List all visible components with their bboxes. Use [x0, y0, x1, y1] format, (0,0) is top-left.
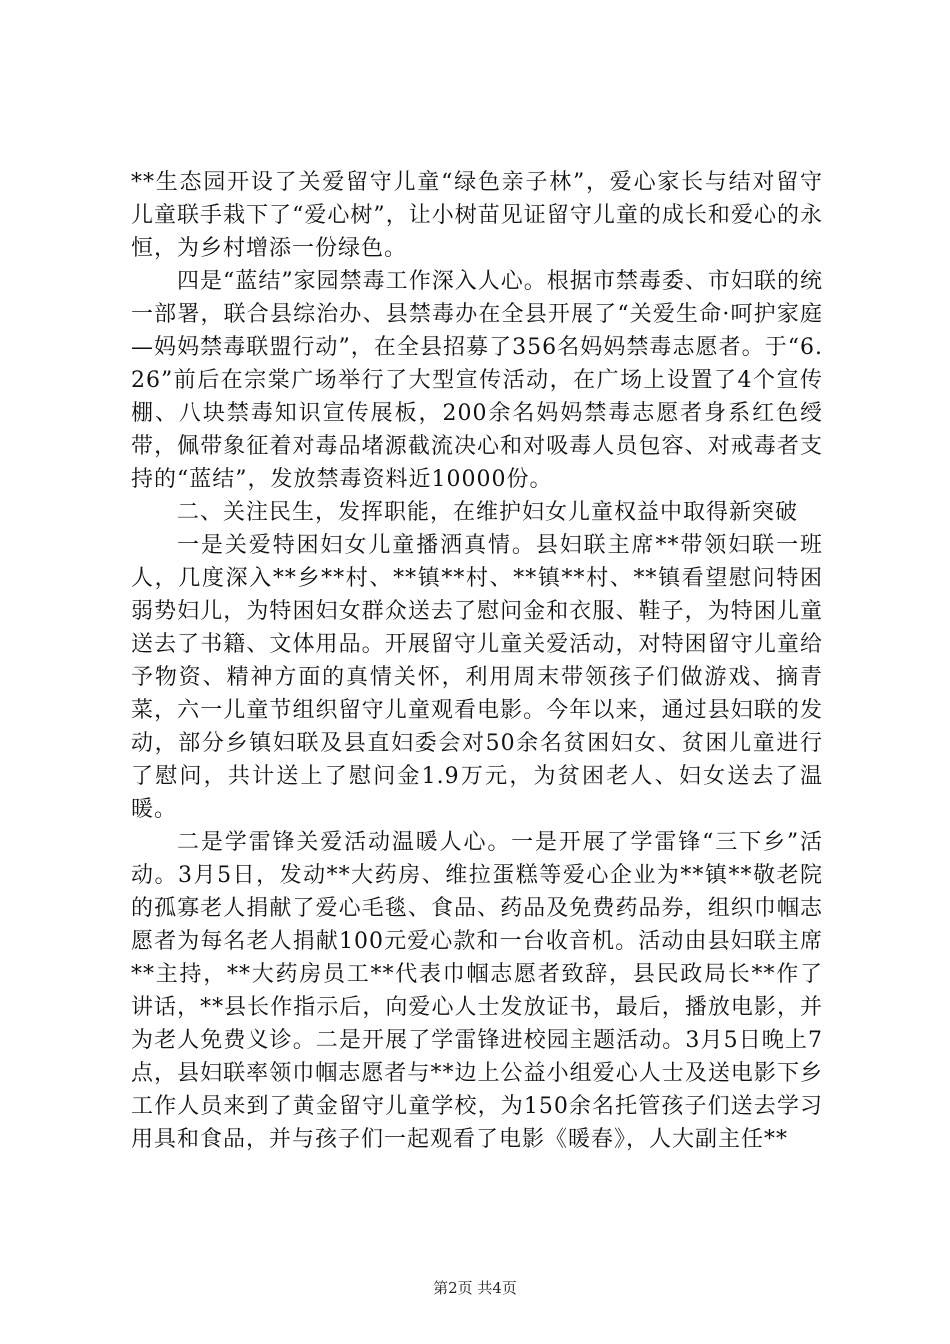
paragraph-4: 二是学雷锋关爱活动温暖人心。一是开展了学雷锋“三下乡”活动。3月5日，发动**大药房、维拉蛋糕等爱心企业为**镇**敬老院的孤寡老人捐献了爱心毛毯、食品、药品及免费药品券，组织巾帼志愿者为每名老人捐献100元爱心款和一台收音机。活动由县妇联主席**主持，**大药房员工**代表巾帼志愿者致辞，县民政局长**作了讲话，**县长作指示后，向爱心人士发放证书，最后，播放电影，并为老人免费义诊。二是开展了学雷锋进校园主题活动。3月5日晚上7点，县妇联率领巾帼志愿者与**边上公益小组爱心人士及送电影下乡工作人员来到了黄金留守儿童学校，为150余名托管孩子们送去学习用具和食品，并与孩子们一起观看了电影《暖春》，人大副主任**	[131, 830, 823, 1152]
paragraph-2: 四是“蓝结”家园禁毒工作深入人心。根据市禁毒委、市妇联的统一部署，联合县综治办、县禁毒办在全县开展了“关爱生命·呵护家庭—妈妈禁毒联盟行动”，在全县招募了356名妈妈禁毒志愿者。于“6.26”前后在宗棠广场举行了大型宣传活动，在广场上设置了4个宣传棚、八块禁毒知识宣传展板，200余名妈妈禁毒志愿者身系红色绶带，佩带象征着对毒品堵源截流决心和对吸毒人员包容、对戒毒者支持的“蓝结”，发放禁毒资料近10000份。	[131, 269, 823, 492]
section-heading: 二、关注民生，发挥职能，在维护妇女儿童权益中取得新突破	[177, 500, 799, 525]
document-body	[131, 166, 823, 1156]
page-footer: 第2页 共4页	[433, 1279, 517, 1297]
paragraph-1: **生态园开设了关爱留守儿童“绿色亲子林”，爱心家长与结对留守儿童联手栽下了“爱心树”，让小树苗见证留守儿童的成长和爱心的永恒，为乡村增添一份绿色。	[131, 170, 823, 261]
paragraph-3: 一是关爱特困妇女儿童播洒真情。县妇联主席**带领妇联一班人，几度深入**乡**村、**镇**村、**镇**村、**镇看望慰问特困弱势妇儿，为特困妇女群众送去了慰问金和衣服、鞋子，为特困儿童送去了书籍、文体用品。开展留守儿童关爱活动，对特困留守儿童给予物资、精神方面的真情关怀，利用周末带领孩子们做游戏、摘青菜，六一儿童节组织留守儿童观看电影。今年以来，通过县妇联的发动，部分乡镇妇联及县直妇委会对50余名贫困妇女、贫困儿童进行了慰问，共计送上了慰问金1.9万元，为贫困老人、妇女送去了温暖。	[131, 533, 823, 822]
